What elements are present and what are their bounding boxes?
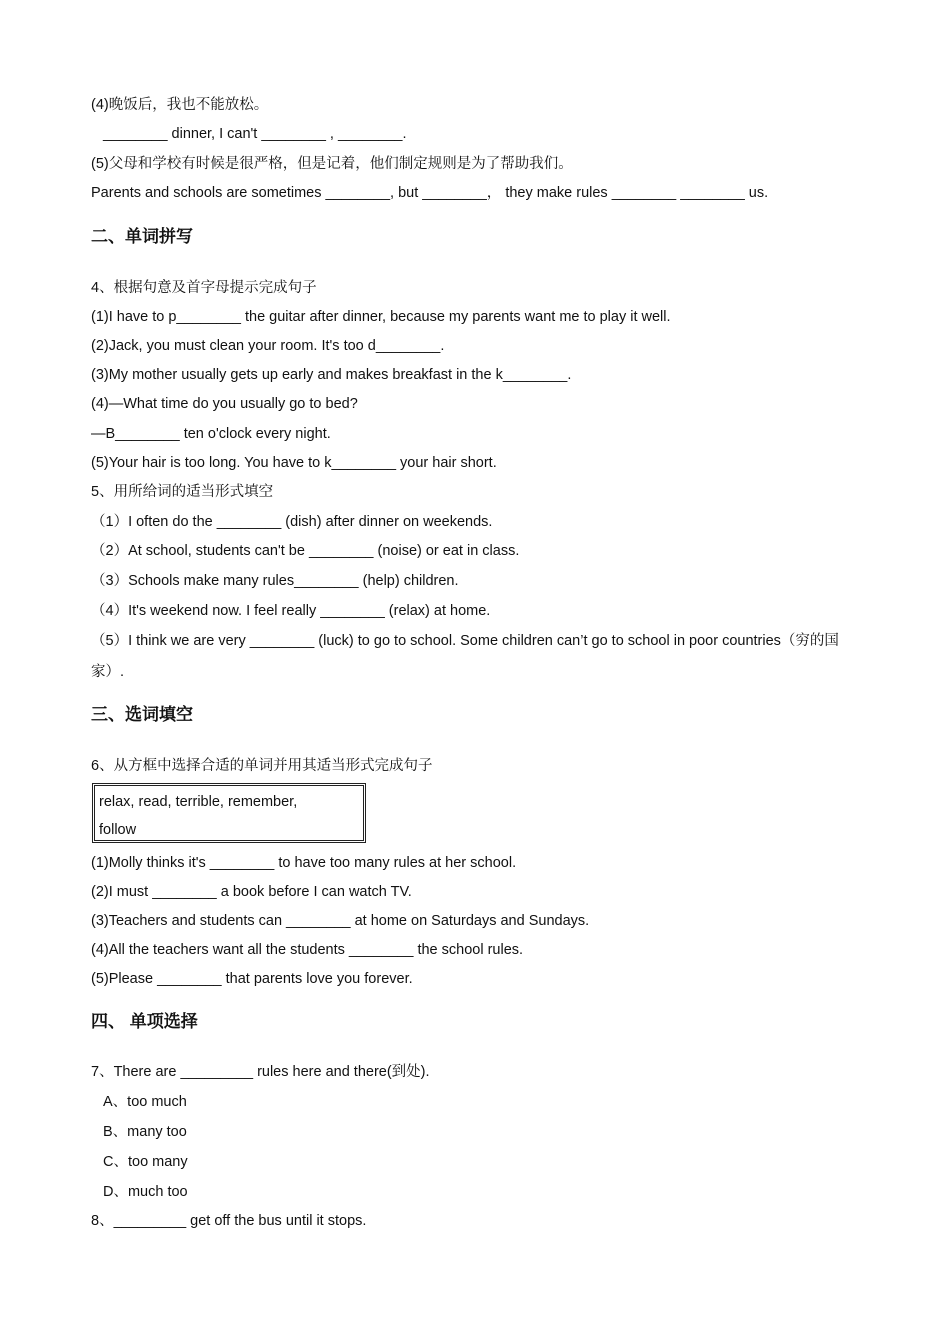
- question-4-item: (5)Your hair is too long. You have to k________ your hair short.: [91, 455, 497, 471]
- question-4-title: 4、根据句意及首字母提示完成句子: [91, 280, 317, 296]
- section-heading-word-choice: 三、选词填空: [91, 705, 193, 724]
- question-5-title: 5、用所给词的适当形式填空: [91, 484, 274, 500]
- question-4-item: (4)—What time do you usually go to bed?: [91, 396, 358, 412]
- question-5-item: （2）At school, students can't be ________ (noise) or eat in class.: [91, 543, 520, 559]
- question-4-item: (3)My mother usually gets up early and makes breakfast in the k________.: [91, 367, 572, 383]
- question-3-4-english: ________ dinner, I can't ________ , ________.: [103, 126, 407, 142]
- word-box: [92, 783, 366, 843]
- question-6-item: (4)All the teachers want all the students ________ the school rules.: [91, 942, 524, 958]
- question-5-item: （5）I think we are very ________ (luck) to go to school. Some children can’t go to school in poor countries（穷的国家）.: [91, 633, 839, 680]
- section-heading-spelling: 二、单词拼写: [91, 227, 193, 246]
- question-6-item: (1)Molly thinks it's ________ to have too many rules at her school.: [91, 855, 517, 871]
- question-5-item: （4）It's weekend now. I feel really ________ (relax) at home.: [91, 603, 491, 619]
- question-7-option: A、too much: [103, 1094, 187, 1110]
- question-4-item: (1)I have to p________ the guitar after dinner, because my parents want me to play it well.: [91, 309, 671, 325]
- question-8: 8、_________ get off the bus until it stops.: [91, 1213, 367, 1229]
- question-7: 7、There are _________ rules here and there(到处).: [91, 1064, 430, 1080]
- question-7-option: B、many too: [103, 1124, 187, 1140]
- question-3-4-chinese: (4)晚饭后，我也不能放松。: [91, 97, 269, 113]
- word-box-line: follow: [99, 822, 137, 838]
- question-3-5-english: Parents and schools are sometimes ________, but ________， they make rules ________ ________ us.: [91, 185, 769, 201]
- question-5-item: （1）I often do the ________ (dish) after dinner on weekends.: [91, 514, 493, 530]
- word-box-line: relax, read, terrible, remember,: [99, 794, 298, 810]
- question-7-option: C、too many: [103, 1154, 188, 1170]
- question-3-5-chinese: (5)父母和学校有时候是很严格，但是记着，他们制定规则是为了帮助我们。: [91, 156, 573, 172]
- question-6-title: 6、从方框中选择合适的单词并用其适当形式完成句子: [91, 758, 433, 774]
- question-5-item: （3）Schools make many rules________ (help) children.: [91, 573, 459, 589]
- question-6-item: (3)Teachers and students can ________ at home on Saturdays and Sundays.: [91, 913, 590, 929]
- question-6-item: (2)I must ________ a book before I can watch TV.: [91, 884, 412, 900]
- question-7-option: D、much too: [103, 1184, 188, 1200]
- question-6-item: (5)Please ________ that parents love you forever.: [91, 971, 413, 987]
- question-4-item: —B________ ten o'clock every night.: [91, 426, 331, 442]
- question-4-item: (2)Jack, you must clean your room. It's too d________.: [91, 338, 445, 354]
- section-heading-multiple-choice: 四、 单项选择: [91, 1012, 198, 1031]
